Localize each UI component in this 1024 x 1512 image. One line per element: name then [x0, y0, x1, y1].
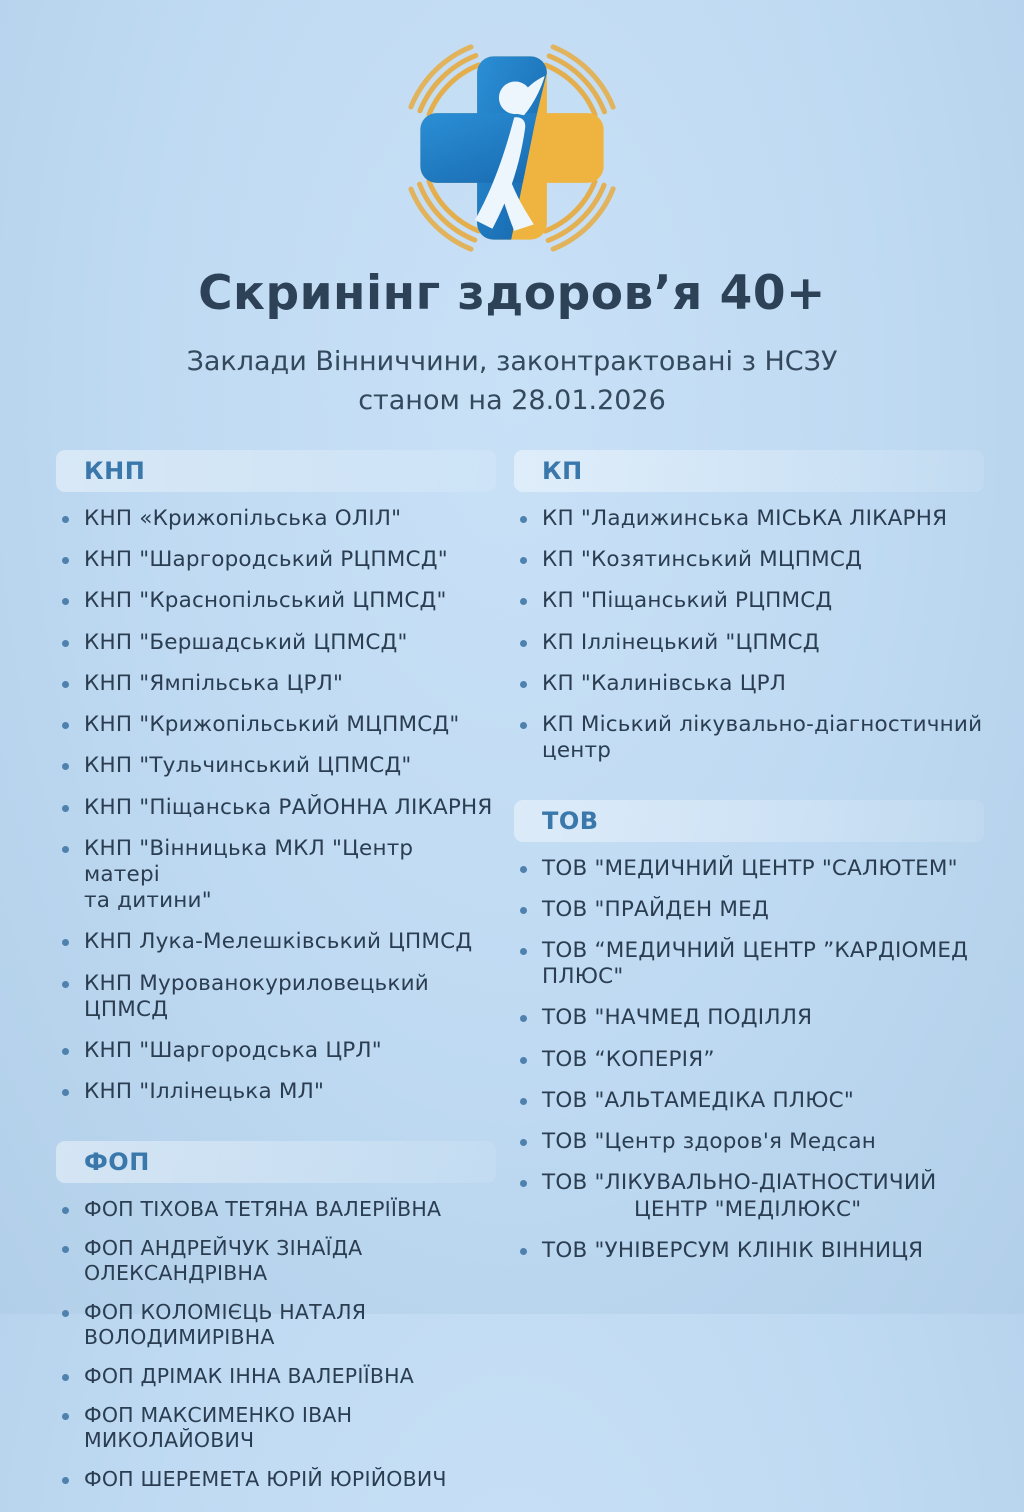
list-item [62, 836, 496, 915]
list-item [62, 712, 496, 738]
facility-name: КНП "Шаргородський РЦПМСД" [84, 547, 448, 573]
section-header-fop: ФОП [56, 1141, 496, 1183]
bullet-icon [520, 516, 527, 523]
bullet-icon [520, 1057, 527, 1064]
list-item [62, 1197, 496, 1222]
list-item [520, 547, 984, 573]
bullet-icon [520, 1180, 527, 1187]
bullet-icon [520, 598, 527, 605]
list-item [62, 1038, 496, 1064]
bullet-icon [520, 1015, 527, 1022]
subtitle-line2: станом на 28.01.2026 [358, 385, 666, 417]
medical-cross-person-logo [392, 28, 632, 268]
list-item [62, 1403, 496, 1453]
facility-name: ФОП ШЕРЕМЕТА ЮРІЙ ЮРІЙОВИЧ [84, 1466, 447, 1491]
facility-name: КНП "Піщанська РАЙОННА ЛІКАРНЯ [84, 794, 493, 820]
list-item [520, 1238, 984, 1264]
bullet-icon [520, 1098, 527, 1105]
bullet-icon [520, 640, 527, 647]
list-item [520, 856, 984, 882]
list-item [520, 712, 984, 764]
facility-name: ТОВ "Центр здоров'я Медсан [542, 1129, 877, 1155]
facility-name: КНП "Тульчинський ЦПМСД" [84, 753, 412, 779]
facility-columns [56, 450, 984, 1512]
bullet-icon [62, 681, 69, 688]
facility-name: ТОВ “МЕДИЧНИЙ ЦЕНТР ”КАРДІОМЕД ПЛЮС" [542, 937, 969, 990]
bullet-icon [62, 805, 69, 812]
facility-name: ТОВ "ПРАЙДЕН МЕД [542, 896, 769, 922]
facility-name: ФОП ДРІМАК ІННА ВАЛЕРІЇВНА [84, 1363, 414, 1388]
list-item [520, 1129, 984, 1155]
facility-name: КНП Мурованокуриловецький ЦПМСД [84, 970, 429, 1022]
bullet-icon [62, 557, 69, 564]
list-item [520, 1088, 984, 1114]
facility-name: ТОВ "ЛІКУВАЛЬНО-ДІАТНОСТИЧИЙ ЦЕНТР "МЕДІЛЮКС" [542, 1170, 937, 1222]
facility-name: КНП "Іллінецька МЛ" [84, 1079, 325, 1105]
facility-name: ТОВ "МЕДИЧНИЙ ЦЕНТР "САЛЮТЕМ" [542, 855, 958, 881]
subtitle-line1: Заклади Вінниччини, законтрактовані з НСЗУ [186, 346, 838, 377]
page-subtitle [0, 342, 1024, 420]
fop-list [56, 1197, 496, 1506]
knp-list [56, 506, 496, 1121]
bullet-icon [62, 1413, 69, 1420]
list-item [520, 630, 984, 656]
section-header-knp: КНП [56, 450, 496, 492]
bullet-icon [62, 1089, 69, 1096]
list-item [62, 1236, 496, 1286]
bullet-icon [62, 1246, 69, 1253]
kp-list [514, 506, 984, 780]
bullet-icon [62, 1207, 69, 1214]
bullet-icon [62, 1310, 69, 1317]
bullet-icon [62, 1048, 69, 1055]
list-item [62, 1364, 496, 1389]
facility-name: КНП Лука-Мелешківський ЦПМСД [84, 929, 473, 955]
list-item [62, 588, 496, 614]
list-item [62, 671, 496, 697]
facility-name: КНП "Шаргородська ЦРЛ" [84, 1038, 382, 1064]
list-item [520, 588, 984, 614]
bullet-icon [62, 598, 69, 605]
facility-name: ТОВ “КОПЕРІЯ” [542, 1046, 715, 1072]
bullet-icon [62, 1374, 69, 1381]
list-item [520, 506, 984, 532]
facility-name: КП "Піщанський РЦПМСД [542, 588, 833, 614]
list-item [520, 1170, 984, 1222]
bullet-icon [520, 681, 527, 688]
list-item [62, 929, 496, 955]
bullet-icon [62, 939, 69, 946]
facility-name: КНП «Крижопільська ОЛІЛ" [84, 506, 402, 531]
list-item [520, 897, 984, 923]
section-header-tov: ТОВ [514, 800, 984, 842]
facility-name: КП "Козятинський МЦПМСД [542, 547, 863, 573]
bullet-icon [520, 1248, 527, 1255]
bullet-icon [62, 722, 69, 729]
list-item [62, 547, 496, 573]
list-item [62, 1300, 496, 1350]
bullet-icon [520, 722, 527, 729]
list-item [62, 1467, 496, 1492]
facility-name: КНП "Ямпільська ЦРЛ" [84, 670, 344, 696]
facility-name: ФОП КОЛОМІЄЦЬ НАТАЛЯ ВОЛОДИМИРІВНА [84, 1299, 367, 1349]
list-item [62, 971, 496, 1023]
facility-name: КП Іллінецький "ЦПМСД [542, 629, 820, 655]
bullet-icon [62, 981, 69, 988]
list-item [62, 1079, 496, 1105]
facility-name: КП Міський лікувально-діагностичний центр [542, 712, 983, 764]
list-item [520, 938, 984, 990]
facility-name: ТОВ "УНІВЕРСУМ КЛІНІК ВІННИЦЯ [542, 1237, 924, 1263]
list-item [62, 630, 496, 656]
facility-name: КНП "Крижопільський МЦПМСД" [84, 712, 460, 738]
bullet-icon [62, 640, 69, 647]
right-column [514, 450, 984, 1285]
list-item [62, 753, 496, 779]
facility-name: КНП "Вінницька МКЛ "Центр матері та дитини" [84, 835, 414, 914]
list-item [520, 1047, 984, 1073]
list-item [62, 795, 496, 821]
tov-list [514, 856, 984, 1279]
facility-name: ТОВ "АЛЬТАМЕДІКА ПЛЮС" [542, 1087, 854, 1113]
bullet-icon [520, 866, 527, 873]
bullet-icon [520, 557, 527, 564]
facility-name: КНП "Краснопільський ЦПМСД" [84, 588, 447, 614]
facility-name: ФОП МАКСИМЕНКО ІВАН МИКОЛАЙОВИЧ [84, 1402, 353, 1452]
facility-name: КП "Калинівська ЦРЛ [542, 670, 787, 696]
facility-name: КП "Ладижинська МІСЬКА ЛІКАРНЯ [542, 506, 948, 531]
facility-name: ФОП АНДРЕЙЧУК ЗІНАЇДА ОЛЕКСАНДРІВНА [84, 1235, 363, 1285]
list-item [62, 506, 496, 532]
bullet-icon [520, 907, 527, 914]
bullet-icon [520, 1139, 527, 1146]
bullet-icon [62, 846, 69, 853]
bullet-icon [62, 1477, 69, 1484]
list-item [520, 1005, 984, 1031]
section-header-kp: КП [514, 450, 984, 492]
list-item [520, 671, 984, 697]
bullet-icon [520, 948, 527, 955]
facility-name: КНП "Бершадський ЦПМСД" [84, 629, 408, 655]
facility-name: ТОВ "НАЧМЕД ПОДІЛЛЯ [542, 1005, 813, 1031]
page-title: Скринінг здоров’я 40+ [198, 266, 826, 321]
facility-name: ФОП ТІХОВА ТЕТЯНА ВАЛЕРІЇВНА [84, 1196, 442, 1221]
bullet-icon [62, 763, 69, 770]
logo-container [0, 28, 1024, 268]
bullet-icon [62, 516, 69, 523]
left-column [56, 450, 496, 1512]
